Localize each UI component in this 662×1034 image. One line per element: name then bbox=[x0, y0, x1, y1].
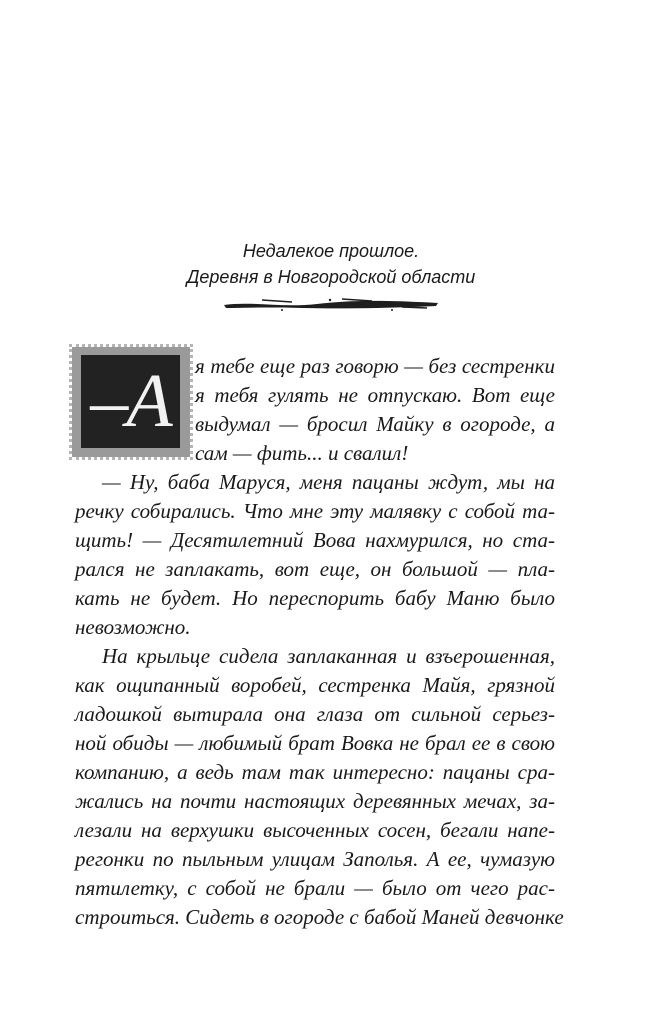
text-line: лезали на верхушки высоченных сосен, бегали напе- bbox=[75, 818, 555, 842]
text-line: кать не будет. Но переспорить бабу Маню было bbox=[75, 586, 555, 610]
heading-line-place: Деревня в Новгородской области bbox=[186, 267, 476, 287]
text-line: я тебя гулять не отпускаю. Вот еще bbox=[195, 383, 555, 407]
text-line: выдумал — бросил Майку в огороде, а bbox=[195, 412, 555, 436]
text-line: я тебе еще раз говорю — без сестренки bbox=[195, 354, 555, 378]
text-line: строиться. Сидеть в огороде с бабой Маней девчонке bbox=[75, 905, 564, 929]
drop-cap-frame bbox=[72, 347, 190, 457]
text-line: ной обиды — любимый брат Вовка не брал ее в свою bbox=[75, 731, 555, 755]
text-line: речку собирались. Что мне эту малявку с собой та- bbox=[75, 499, 555, 523]
brush-stroke-ornament-icon bbox=[222, 296, 440, 312]
section-heading bbox=[0, 238, 662, 290]
text-line: ладошкой вытирала она глаза от сильной серьез- bbox=[75, 702, 555, 726]
text-line: компанию, а ведь там так интересно: пацаны сра- bbox=[75, 760, 555, 784]
text-line: невозможно. bbox=[75, 615, 191, 639]
text-line: как ощипанный воробей, сестренка Майя, грязной bbox=[75, 673, 555, 697]
text-line: рался не заплакать, вот еще, он большой — пла- bbox=[75, 557, 555, 581]
text-line: — Ну, баба Маруся, меня пацаны ждут, мы на bbox=[102, 470, 555, 494]
text-line: жались на почти настоящих деревянных мечах, за- bbox=[75, 789, 555, 813]
text-line: щить! — Десятилетний Вова нахмурился, но ста- bbox=[75, 528, 555, 552]
text-line: На крыльце сидела заплаканная и взъерошенная, bbox=[102, 644, 555, 668]
text-line: пятилетку, с собой не брали — было от чего рас- bbox=[75, 876, 555, 900]
text-line: регонки по пыльным улицам Заполья. А ее, чумазую bbox=[75, 847, 555, 871]
drop-cap-letter: –А bbox=[81, 355, 180, 448]
text-line: сам — фить... и свалил! bbox=[195, 441, 409, 465]
heading-line-time: Недалекое прошлое. bbox=[242, 241, 420, 261]
